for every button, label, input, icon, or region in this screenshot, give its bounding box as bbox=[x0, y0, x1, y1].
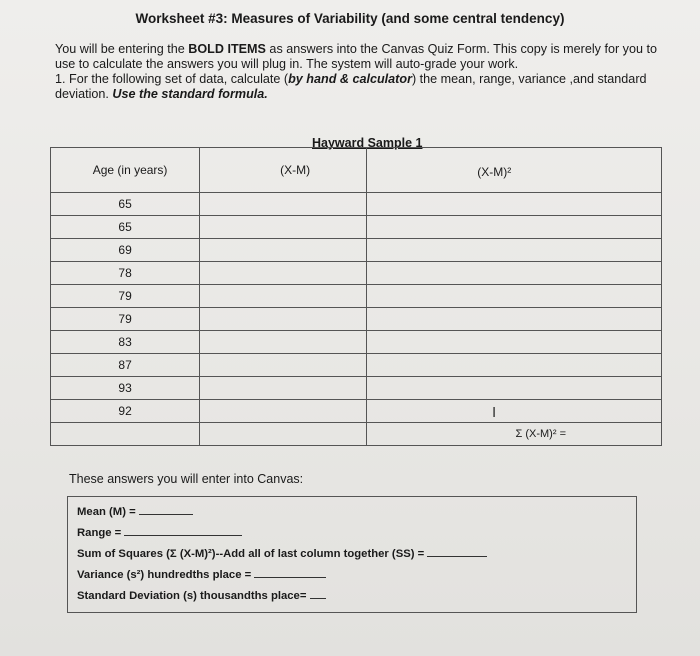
bold-items-emphasis: BOLD ITEMS bbox=[188, 42, 266, 56]
mean-blank[interactable] bbox=[139, 502, 193, 515]
table-row bbox=[51, 354, 662, 377]
age-cell: 87 bbox=[51, 354, 200, 377]
header-age: Age (in years) bbox=[51, 148, 200, 193]
deviation-cell[interactable] bbox=[200, 239, 367, 262]
squared-cell[interactable] bbox=[367, 331, 662, 354]
deviation-cell[interactable] bbox=[200, 308, 367, 331]
squared-cell[interactable] bbox=[367, 285, 662, 308]
variance-answer-line: Variance (s²) hundredths place = bbox=[77, 565, 636, 586]
range-blank[interactable] bbox=[124, 523, 242, 536]
worksheet-title: Worksheet #3: Measures of Variability (and some central tendency) bbox=[135, 11, 565, 26]
table-caption: Hayward Sample 1 bbox=[312, 136, 423, 150]
table-row bbox=[51, 331, 662, 354]
instructions bbox=[55, 42, 665, 102]
deviation-cell[interactable] bbox=[200, 216, 367, 239]
by-hand-emphasis: by hand & calculator bbox=[288, 72, 412, 86]
squared-cell[interactable] bbox=[367, 377, 662, 400]
deviation-cell[interactable] bbox=[200, 331, 367, 354]
deviation-cell[interactable] bbox=[200, 377, 367, 400]
sd-blank[interactable] bbox=[310, 586, 326, 599]
ss-answer-line: Sum of Squares (Σ (X-M)²)--Add all of last column together (SS) = bbox=[77, 544, 636, 565]
answers-heading: These answers you will enter into Canvas: bbox=[69, 472, 304, 486]
age-cell: 65 bbox=[51, 216, 200, 239]
age-cell: 79 bbox=[51, 285, 200, 308]
instructions-paragraph-2: 1. For the following set of data, calculate (by hand & calculator) the mean, range, variance ,and standard deviation. Use the standard formula. bbox=[55, 72, 647, 101]
squared-cell[interactable] bbox=[367, 216, 662, 239]
age-cell: 93 bbox=[51, 377, 200, 400]
sum-row bbox=[51, 423, 662, 446]
squared-cell[interactable] bbox=[367, 193, 662, 216]
sum-empty-cell bbox=[51, 423, 200, 446]
text-cursor-icon: I bbox=[492, 404, 497, 421]
table-row bbox=[51, 285, 662, 308]
table-row bbox=[51, 262, 662, 285]
table-header-row bbox=[51, 148, 662, 193]
deviation-cell[interactable] bbox=[200, 193, 367, 216]
data-table bbox=[50, 147, 662, 446]
mean-answer-line: Mean (M) = bbox=[77, 502, 636, 523]
age-cell: 69 bbox=[51, 239, 200, 262]
age-cell: 78 bbox=[51, 262, 200, 285]
squared-cell[interactable] bbox=[367, 308, 662, 331]
age-cell: 83 bbox=[51, 331, 200, 354]
table-row bbox=[51, 193, 662, 216]
sd-answer-line: Standard Deviation (s) thousandths place= bbox=[77, 586, 636, 607]
table-row bbox=[51, 377, 662, 400]
standard-formula-instruction: Use the standard formula. bbox=[112, 87, 268, 101]
instructions-paragraph-1: You will be entering the BOLD ITEMS as answers into the Canvas Quiz Form. This copy is merely for you to use to calculate the answers you will plug in. The system will auto-grade your work. bbox=[55, 42, 657, 71]
sum-squares-label: Σ (X-M)² = bbox=[367, 423, 662, 446]
age-cell: 79 bbox=[51, 308, 200, 331]
table-row bbox=[51, 239, 662, 262]
header-squared-deviation: (X-M)² bbox=[367, 148, 662, 193]
deviation-cell[interactable] bbox=[200, 285, 367, 308]
table-row bbox=[51, 216, 662, 239]
age-cell: 65 bbox=[51, 193, 200, 216]
sum-empty-cell bbox=[200, 423, 367, 446]
answers-box bbox=[67, 496, 637, 613]
table-row bbox=[51, 400, 662, 423]
header-deviation: (X-M) bbox=[200, 148, 367, 193]
squared-cell[interactable] bbox=[367, 400, 662, 423]
squared-cell[interactable] bbox=[367, 239, 662, 262]
deviation-cell[interactable] bbox=[200, 400, 367, 423]
variance-blank[interactable] bbox=[254, 565, 326, 578]
deviation-cell[interactable] bbox=[200, 262, 367, 285]
range-answer-line: Range = bbox=[77, 523, 636, 544]
age-cell: 92 bbox=[51, 400, 200, 423]
squared-cell[interactable] bbox=[367, 262, 662, 285]
ss-blank[interactable] bbox=[427, 544, 487, 557]
deviation-cell[interactable] bbox=[200, 354, 367, 377]
table-row bbox=[51, 308, 662, 331]
squared-cell[interactable] bbox=[367, 354, 662, 377]
